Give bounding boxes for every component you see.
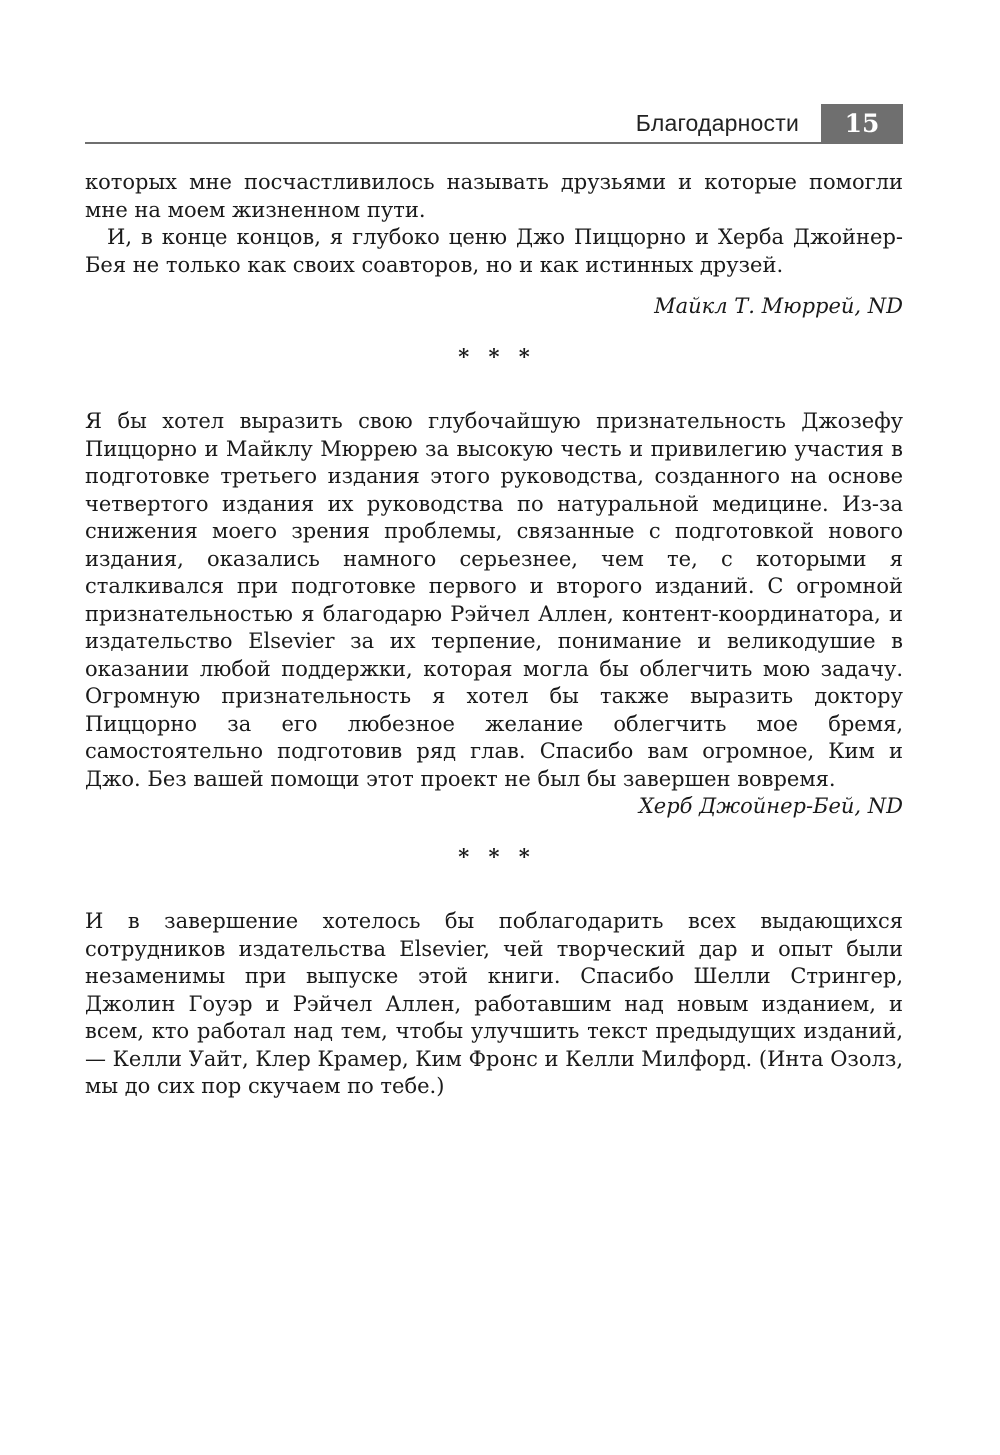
section-title: Благодарности bbox=[635, 110, 799, 136]
section-separator: * * * bbox=[458, 843, 536, 869]
page-body bbox=[85, 169, 903, 1101]
signature-joiner-bey: Херб Джойнер-Бей, ND bbox=[638, 794, 903, 818]
section-separator: * * * bbox=[458, 343, 536, 369]
signature-murray: Майкл Т. Мюррей, ND bbox=[654, 294, 903, 318]
paragraph-coauthors: И, в конце концов, я глубоко ценю Джо Пиццорно и Херба Джойнер-Бея не только как своих соавторов, но и как истинных друзей. bbox=[85, 225, 903, 277]
header-rule bbox=[85, 142, 821, 144]
paragraph-elsevier-thanks: И в завершение хотелось бы поблагодарить всех выдающихся сотрудников издательства Elsevier, чей творческий дар и опыт были незаменимы при выпуске этой книги. Спасибо Шелли Стрингер, Джолин Гоуэр и Рэйчел Аллен, работавшим над новым изданием, и всем, кто работал над тем, чтобы улучшить текст предыдущих изданий, — Келли Уайт, Клер Крамер, Ким Фронс и Келли Милфорд. (Инта Озолз, мы до сих пор скучаем по тебе.) bbox=[85, 909, 903, 1098]
page-number: 15 bbox=[821, 104, 903, 144]
paragraph-joiner-bey: Я бы хотел выразить свою глубочайшую признательность Джозефу Пиццорно и Майклу Мюррею за высокую честь и привилегию участия в подготовке третьего издания этого руководства, созданного на основе четвертого издания их руководства по натуральной медицине. Из-за снижения моего зрения проблемы, связанные с подготовкой нового издания, оказались намного серьезнее, чем те, с которыми я сталкивался при подготовке первого и второго изданий. С огромной признательностью я благодарю Рэйчел Аллен, контент-координатора, и издательство Elsevier за их терпение, понимание и великодушие в оказании любой поддержки, которая могла бы облегчить мою задачу. Огромную признательность я хотел бы также выразить доктору Пиццорно за его любезное желание облегчить мое бремя, самостоятельно подготовив ряд глав. Спасибо вам огромное, Ким и Джо. Без вашей помощи этот проект не был бы завершен вовремя. bbox=[85, 409, 903, 791]
running-header bbox=[85, 104, 903, 144]
paragraph-continuation: которых мне посчастливилось называть друзьями и которые помогли мне на моем жизненном пути. bbox=[85, 170, 903, 222]
